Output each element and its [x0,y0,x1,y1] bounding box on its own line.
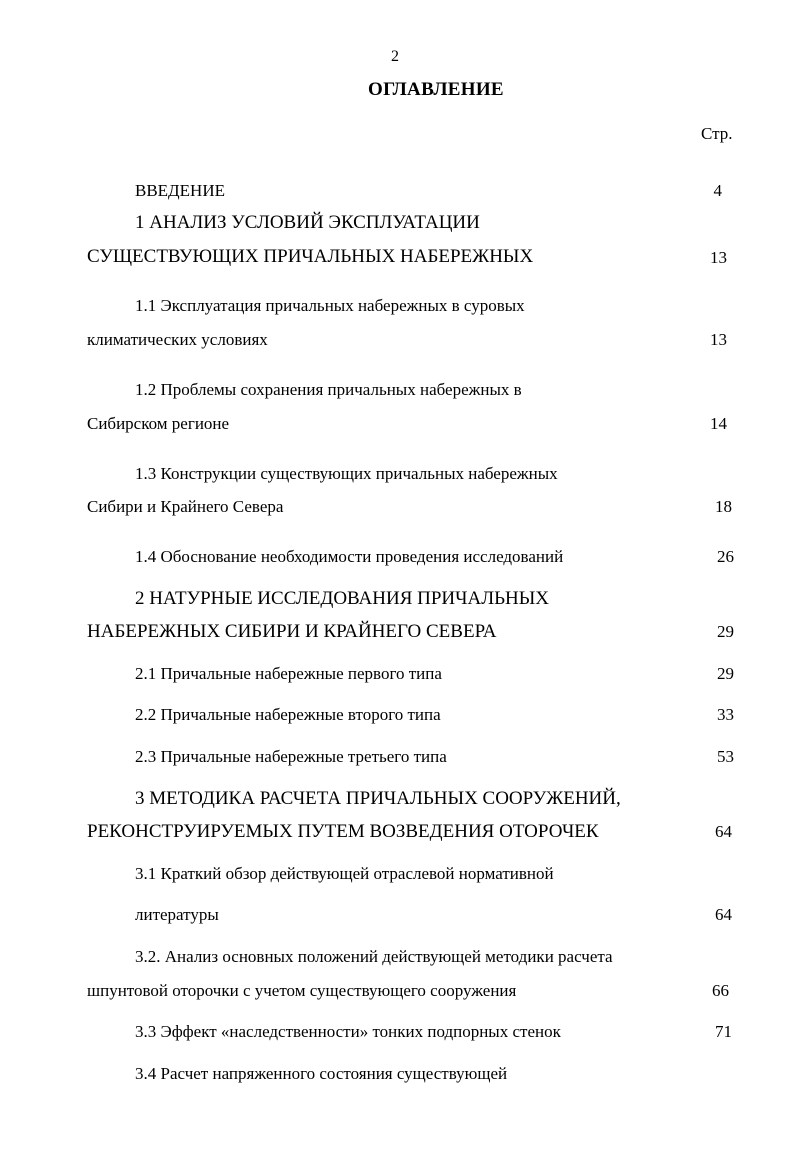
entry-page: 66 [712,981,729,1000]
entry-page: 29 [717,622,734,641]
page-number: 2 [391,48,399,65]
entry-line: 3.2. Анализ основных положений действующей методики расчета [135,947,613,966]
entry-page: 71 [715,1022,732,1041]
entry-page: 13 [710,330,727,349]
entry-page: 26 [717,547,734,566]
entry-line: 2.1 Причальные набережные первого типа [135,664,442,683]
entry-line: Сибирском регионе [87,414,230,433]
entry-page: 64 [715,905,732,924]
entry-line: 1.1 Эксплуатация причальных набережных в суровых [135,296,525,315]
entry-line: 2 НАТУРНЫЕ ИССЛЕДОВАНИЯ ПРИЧАЛЬНЫХ [135,588,550,609]
entry-line: Сибири и Крайнего Севера [87,497,284,516]
entry-line: 3.4 Расчет напряженного состояния существующей [135,1064,508,1083]
entry-page: 13 [710,248,727,267]
entry-line: СУЩЕСТВУЮЩИХ ПРИЧАЛЬНЫХ НАБЕРЕЖНЫХ [87,246,534,267]
entry-line: 1.2 Проблемы сохранения причальных набережных в [135,380,522,399]
entry-line: 2.3 Причальные набережные третьего типа [135,747,447,766]
entry-line: РЕКОНСТРУИРУЕМЫХ ПУТЕМ ВОЗВЕДЕНИЯ ОТОРОЧЕК [87,821,599,842]
entry-line: ВВЕДЕНИЕ [135,181,225,200]
entry-line: 3.3 Эффект «наследственности» тонких подпорных стенок [135,1022,561,1041]
entry-line: 3.1 Краткий обзор действующей отраслевой нормативной [135,864,554,883]
toc-title: ОГЛАВЛЕНИЕ [368,79,504,100]
entry-line: шпунтовой оторочки с учетом существующего сооружения [87,981,517,1000]
entry-line: 1.3 Конструкции существующих причальных набережных [135,464,558,483]
entry-page: 53 [717,747,734,766]
entry-page: 14 [710,414,727,433]
entry-line: НАБЕРЕЖНЫХ СИБИРИ И КРАЙНЕГО СЕВЕРА [87,621,497,642]
entry-line: литературы [135,905,219,924]
entry-line: климатических условиях [87,330,268,349]
entry-page: 64 [715,822,732,841]
page-column-header: Стр. [701,124,733,143]
entry-line: 1.4 Обоснование необходимости проведения исследований [135,547,564,566]
entry-line: 2.2 Причальные набережные второго типа [135,705,441,724]
entry-page: 4 [713,181,722,200]
entry-line: 1 АНАЛИЗ УСЛОВИЙ ЭКСПЛУАТАЦИИ [135,212,480,233]
entry-line: 3 МЕТОДИКА РАСЧЕТА ПРИЧАЛЬНЫХ СООРУЖЕНИЙ, [135,788,621,809]
entry-page: 33 [717,705,734,724]
entry-page: 29 [717,664,734,683]
entry-page: 18 [715,497,732,516]
